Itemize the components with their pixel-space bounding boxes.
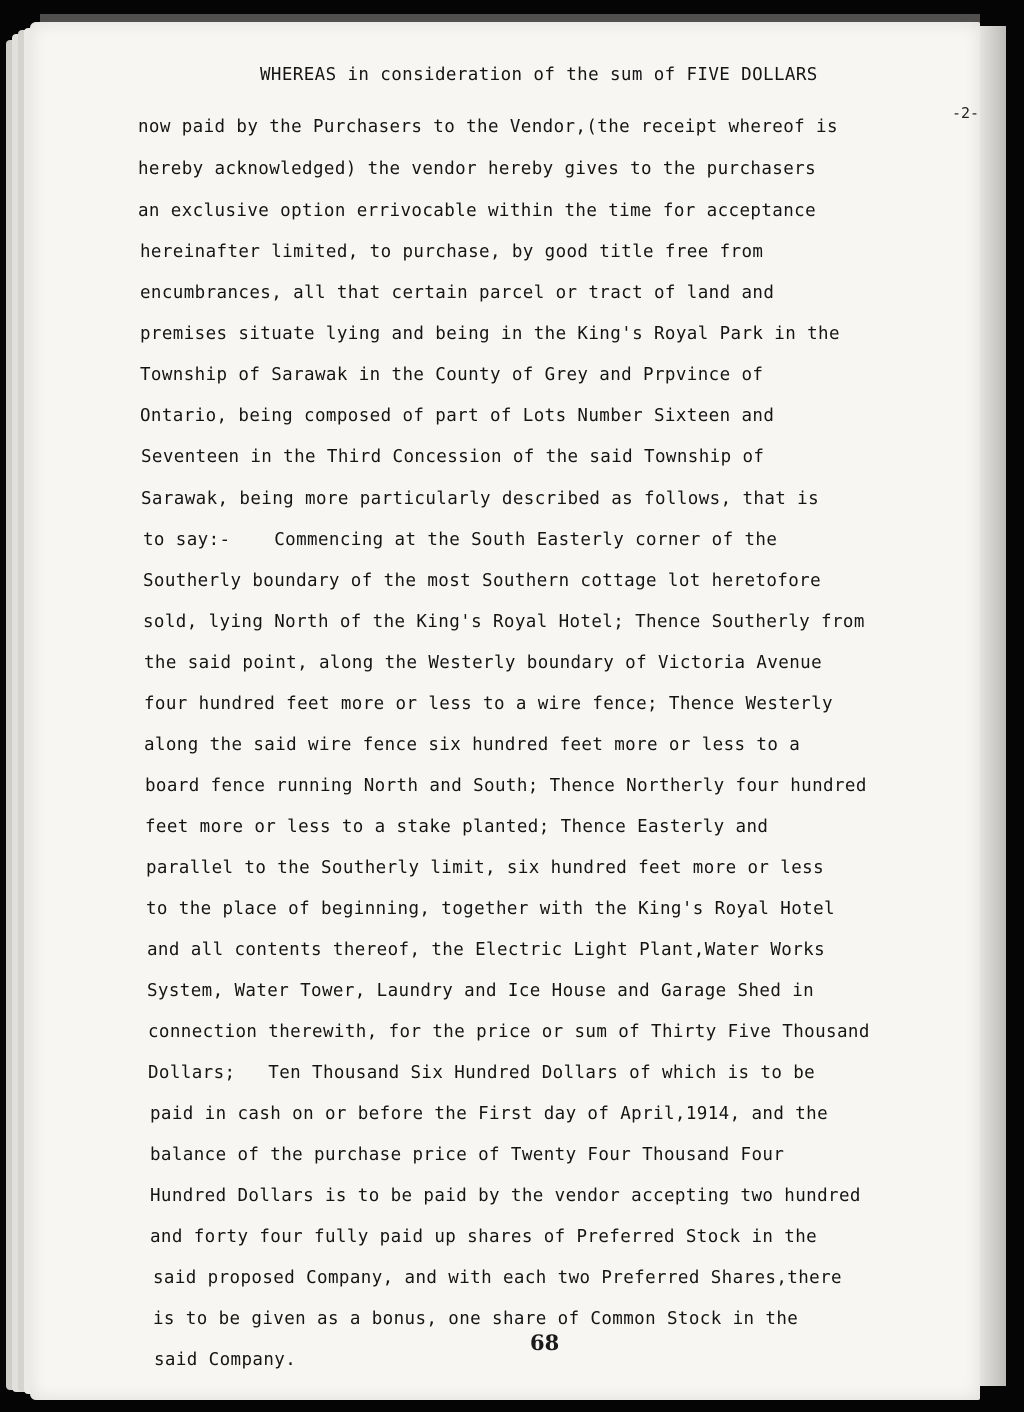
text-line: to the place of beginning, together with the King's Royal Hotel	[146, 899, 835, 919]
text-line: the said point, along the Westerly boundary of Victoria Avenue	[144, 653, 823, 673]
text-line: connection therewith, for the price or sum of Thirty Five Thousand	[148, 1022, 870, 1042]
text-line: sold, lying North of the King's Royal Hotel; Thence Southerly from	[143, 612, 865, 632]
text-line: Sarawak, being more particularly described as follows, that is	[141, 489, 820, 509]
text-line: Township of Sarawak in the County of Grey and Prpvince of	[140, 365, 764, 385]
page-number: 68	[530, 1330, 560, 1355]
text-line: premises situate lying and being in the King's Royal Park in the	[140, 324, 840, 344]
text-line: board fence running North and South; Thence Northerly four hundred	[145, 776, 867, 796]
text-line: paid in cash on or before the First day of April,1914, and the	[150, 1104, 829, 1124]
text-line: and forty four fully paid up shares of Preferred Stock in the	[150, 1227, 818, 1247]
text-line: hereby acknowledged) the vendor hereby gives to the purchasers	[138, 159, 817, 179]
text-line: Southerly boundary of the most Southern cottage lot heretofore	[143, 571, 822, 591]
text-line: encumbrances, all that certain parcel or tract of land and	[140, 283, 775, 303]
text-line: Ontario, being composed of part of Lots Number Sixteen and	[140, 406, 775, 426]
text-line: four hundred feet more or less to a wire fence; Thence Westerly	[144, 694, 833, 714]
text-line: to say:- Commencing at the South Easterly corner of the	[143, 530, 778, 550]
text-line: an exclusive option errivocable within the time for acceptance	[138, 201, 817, 221]
text-line: WHEREAS in consideration of the sum of FIVE DOLLARS	[260, 65, 818, 85]
text-line: hereinafter limited, to purchase, by good title free from	[140, 242, 764, 262]
text-line: is to be given as a bonus, one share of Common Stock in the	[153, 1309, 799, 1329]
text-line: System, Water Tower, Laundry and Ice House and Garage Shed in	[147, 981, 815, 1001]
text-line: and all contents thereof, the Electric Light Plant,Water Works	[147, 940, 826, 960]
text-line: feet more or less to a stake planted; Thence Easterly and	[145, 817, 769, 837]
page-marker: -2-	[952, 104, 980, 122]
text-line: said proposed Company, and with each two Preferred Shares,there	[153, 1268, 842, 1288]
text-line: said Company.	[154, 1350, 297, 1370]
text-line: Hundred Dollars is to be paid by the vendor accepting two hundred	[150, 1186, 861, 1206]
page-right-edge	[976, 26, 1006, 1386]
text-line: now paid by the Purchasers to the Vendor,(the receipt whereof is	[138, 117, 838, 137]
text-line: Dollars; Ten Thousand Six Hundred Dollars of which is to be	[148, 1063, 816, 1083]
text-line: Seventeen in the Third Concession of the said Township of	[141, 447, 765, 467]
text-line: along the said wire fence six hundred feet more or less to a	[144, 735, 801, 755]
text-line: balance of the purchase price of Twenty Four Thousand Four	[150, 1145, 785, 1165]
text-line: parallel to the Southerly limit, six hundred feet more or less	[146, 858, 825, 878]
